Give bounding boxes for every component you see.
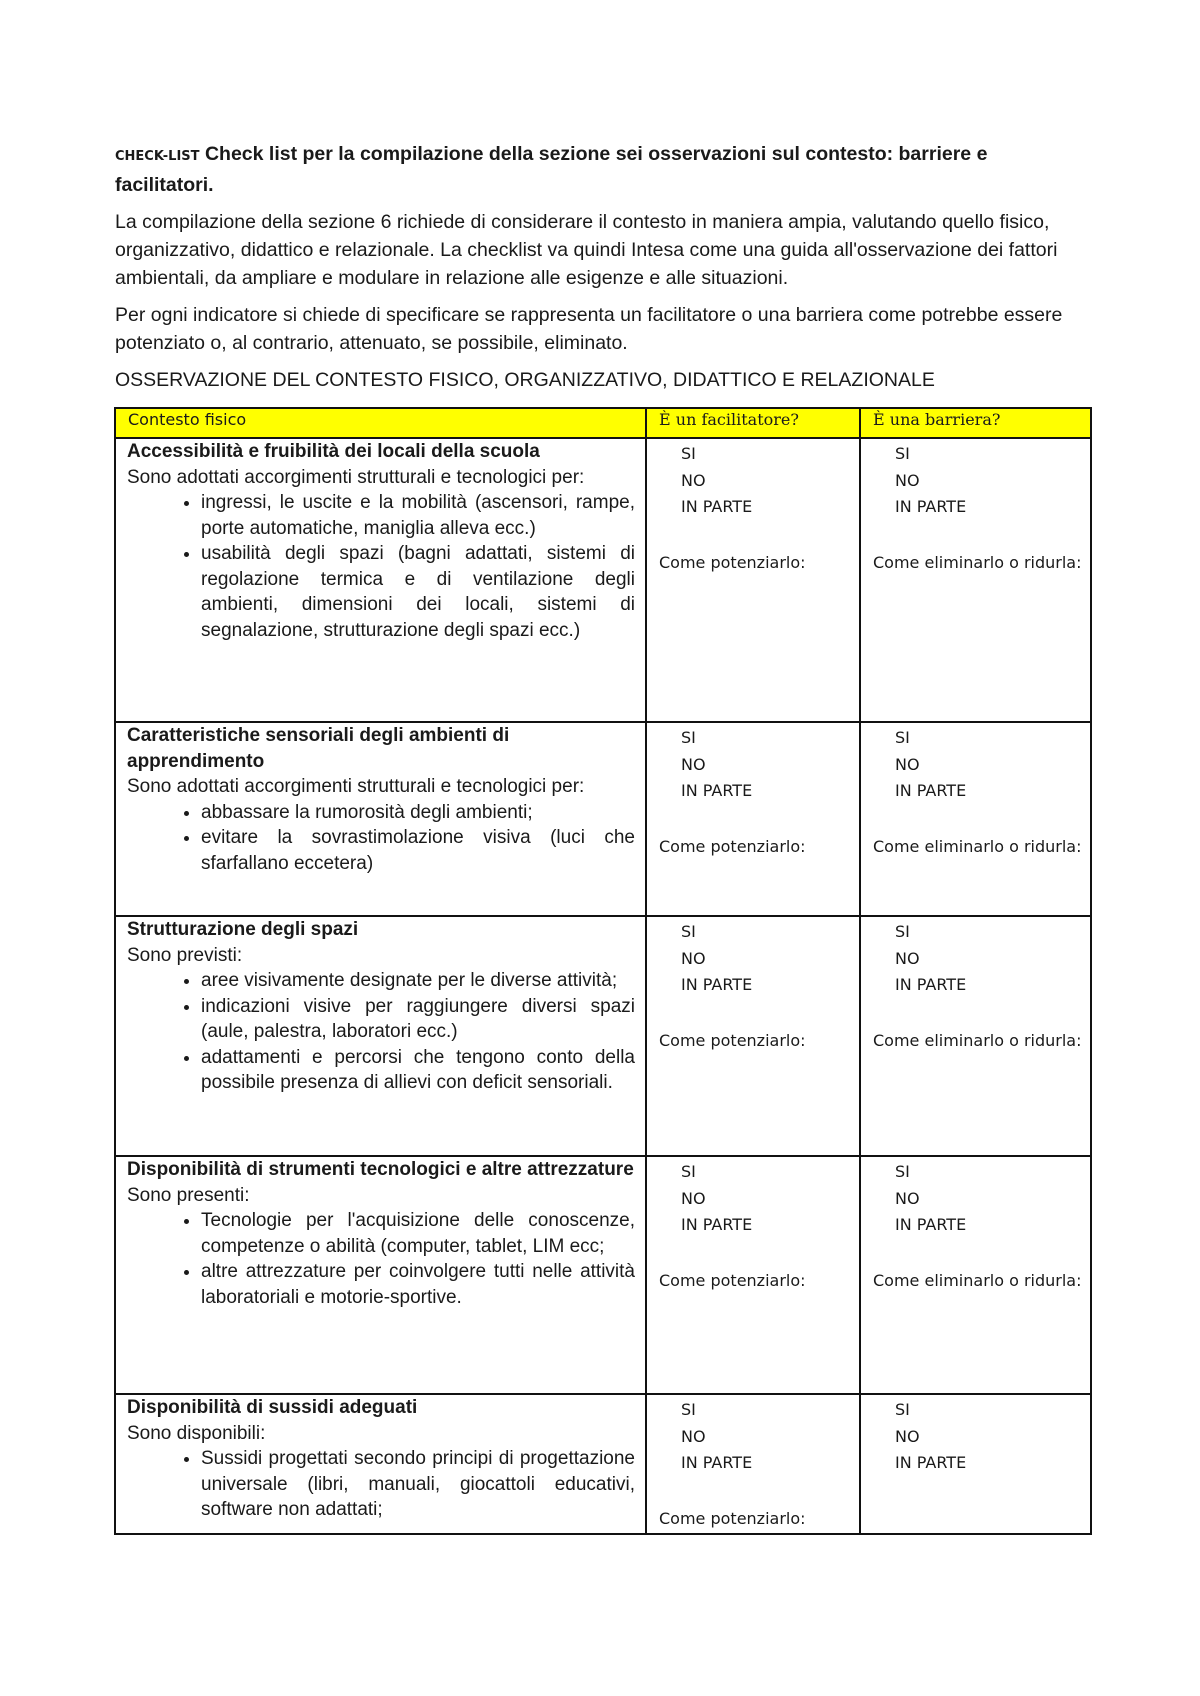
indicator-list bbox=[127, 968, 635, 1096]
option-no: NO bbox=[681, 948, 706, 968]
facilitator-cell bbox=[646, 1156, 860, 1394]
table-row bbox=[115, 916, 1091, 1156]
option-no: NO bbox=[895, 470, 920, 490]
barrier-prompt: Come eliminarlo o ridurla: bbox=[873, 552, 1082, 572]
barrier-cell bbox=[860, 1394, 1091, 1534]
facilitator-cell bbox=[646, 722, 860, 916]
option-si: SI bbox=[681, 728, 696, 747]
indicator-cell bbox=[115, 722, 646, 916]
indicator-intro: Sono disponibili: bbox=[127, 1422, 266, 1444]
header-contesto-fisico: Contesto fisico bbox=[115, 408, 646, 438]
option-si: SI bbox=[895, 922, 910, 941]
option-in-parte: IN PARTE bbox=[895, 781, 967, 800]
option-no: NO bbox=[895, 948, 920, 968]
option-si: SI bbox=[895, 1162, 910, 1181]
option-no: NO bbox=[895, 754, 920, 774]
indicator-cell bbox=[115, 916, 646, 1156]
intro-paragraph: La compilazione della sezione 6 richiede di considerare il contesto in maniera ampia, valutando quello fisico, organizzativo, didattico e relazionale. La checklist va quindi Intesa come una guida all'osservazione dei fattori ambientali, da ampliare e modulare in relazione alle esigenze e alle situazioni. bbox=[115, 211, 1058, 289]
barrier-prompt: Come eliminarlo o ridurla: bbox=[873, 836, 1082, 856]
document-heading bbox=[115, 140, 1090, 200]
list-item: • adattamenti e percorsi che tengono conto della possibile presenza di allievi con deficit sensoriali. bbox=[201, 1045, 635, 1096]
list-item: • aree visivamente designate per le diverse attività; bbox=[201, 968, 635, 994]
list-item: • altre attrezzature per coinvolgere tutti nelle attività laboratoriali e motorie-sportive. bbox=[201, 1259, 635, 1310]
indicator-title: Strutturazione degli spazi bbox=[127, 919, 359, 940]
indicator-title: Disponibilità di strumenti tecnologici e altre attrezzature bbox=[127, 1159, 634, 1180]
facilitator-cell bbox=[646, 438, 860, 722]
facilitator-prompt: Come potenziarlo: bbox=[659, 836, 806, 856]
facilitator-prompt: Come potenziarlo: bbox=[659, 1030, 806, 1050]
option-in-parte: IN PARTE bbox=[681, 781, 753, 800]
option-si: SI bbox=[895, 728, 910, 747]
barrier-prompt: Come eliminarlo o ridurla: bbox=[873, 1030, 1082, 1050]
header-barriera: È una barriera? bbox=[860, 408, 1091, 438]
table-row bbox=[115, 1156, 1091, 1394]
indicator-title: Accessibilità e fruibilità dei locali della scuola bbox=[127, 441, 540, 462]
option-si: SI bbox=[681, 1400, 696, 1419]
option-no: NO bbox=[895, 1426, 920, 1446]
header-facilitatore: È un facilitatore? bbox=[646, 408, 860, 438]
list-item: • Tecnologie per l'acquisizione delle conoscenze, competenze o abilità (computer, tablet, LIM ecc; bbox=[201, 1208, 635, 1259]
heading-title: Check list per la compilazione della sezione sei osservazioni sul contesto: barriere e facilitatori. bbox=[115, 143, 988, 196]
list-item: • abbassare la rumorosità degli ambienti; bbox=[201, 800, 635, 826]
table-row bbox=[115, 722, 1091, 916]
indicator-intro: Sono adottati accorgimenti strutturali e tecnologici per: bbox=[127, 776, 585, 797]
indicator-intro: Sono presenti: bbox=[127, 1184, 250, 1206]
indicator-list bbox=[127, 1208, 635, 1310]
option-no: NO bbox=[895, 1188, 920, 1208]
option-si: SI bbox=[681, 922, 696, 941]
table-row bbox=[115, 1394, 1091, 1534]
option-in-parte: IN PARTE bbox=[895, 1215, 967, 1234]
indicator-title: Disponibilità di sussidi adeguati bbox=[127, 1397, 418, 1418]
barrier-prompt: Come eliminarlo o ridurla: bbox=[873, 1270, 1082, 1290]
section-title: OSSERVAZIONE DEL CONTESTO FISICO, ORGANIZZATIVO, DIDATTICO E RELAZIONALE bbox=[115, 369, 935, 391]
list-item: • Sussidi progettati secondo principi di progettazione universale (libri, manuali, giocattoli educativi, software non adattati; bbox=[201, 1446, 635, 1523]
option-si: SI bbox=[895, 1400, 910, 1419]
indicator-intro: Sono previsti: bbox=[127, 944, 243, 966]
facilitator-prompt: Come potenziarlo: bbox=[659, 1508, 806, 1528]
list-item: • evitare la sovrastimolazione visiva (luci che sfarfallano eccetera) bbox=[201, 825, 635, 876]
list-item: • usabilità degli spazi (bagni adattati, sistemi di regolazione termica e di ventilazione degli ambienti, dimensioni dei locali, sistemi di segnalazione, strutturazione degli spazi ecc.) bbox=[201, 541, 635, 643]
option-in-parte: IN PARTE bbox=[895, 497, 967, 516]
indicator-cell bbox=[115, 1394, 646, 1534]
option-in-parte: IN PARTE bbox=[681, 1215, 753, 1234]
option-no: NO bbox=[681, 754, 706, 774]
option-si: SI bbox=[895, 444, 910, 463]
option-in-parte: IN PARTE bbox=[681, 1453, 753, 1472]
document-page bbox=[115, 140, 1090, 1535]
facilitator-cell bbox=[646, 916, 860, 1156]
indicator-cell bbox=[115, 1156, 646, 1394]
facilitator-prompt: Come potenziarlo: bbox=[659, 1270, 806, 1290]
option-no: NO bbox=[681, 1426, 706, 1446]
indicator-list bbox=[127, 800, 635, 877]
checklist-table bbox=[114, 407, 1092, 1535]
option-in-parte: IN PARTE bbox=[895, 1453, 967, 1472]
option-in-parte: IN PARTE bbox=[681, 497, 753, 516]
indicator-list bbox=[127, 1446, 635, 1523]
option-in-parte: IN PARTE bbox=[681, 975, 753, 994]
list-item: • ingressi, le uscite e la mobilità (ascensori, rampe, porte automatiche, maniglia alleva ecc.) bbox=[201, 490, 635, 541]
option-si: SI bbox=[681, 1162, 696, 1181]
option-no: NO bbox=[681, 470, 706, 490]
facilitator-prompt: Come potenziarlo: bbox=[659, 552, 806, 572]
indicator-cell bbox=[115, 438, 646, 722]
option-in-parte: IN PARTE bbox=[895, 975, 967, 994]
table-row bbox=[115, 438, 1091, 722]
option-si: SI bbox=[681, 444, 696, 463]
indicator-title: Caratteristiche sensoriali degli ambienti di apprendimento bbox=[127, 725, 510, 772]
facilitator-cell bbox=[646, 1394, 860, 1534]
indicator-list bbox=[127, 490, 635, 643]
barrier-cell bbox=[860, 438, 1091, 722]
barrier-cell bbox=[860, 722, 1091, 916]
option-no: NO bbox=[681, 1188, 706, 1208]
instruction-paragraph: Per ogni indicatore si chiede di specificare se rappresenta un facilitatore o una barriera come potrebbe essere potenziato o, al contrario, attenuato, se possibile, eliminato. bbox=[115, 304, 1063, 354]
list-item: • indicazioni visive per raggiungere diversi spazi (aule, palestra, laboratori ecc.) bbox=[201, 994, 635, 1045]
barrier-cell bbox=[860, 916, 1091, 1156]
indicator-intro: Sono adottati accorgimenti strutturali e tecnologici per: bbox=[127, 466, 585, 488]
table-header-row bbox=[115, 408, 1091, 438]
checklist-tag: CHECK-LIST bbox=[115, 149, 200, 164]
barrier-cell bbox=[860, 1156, 1091, 1394]
